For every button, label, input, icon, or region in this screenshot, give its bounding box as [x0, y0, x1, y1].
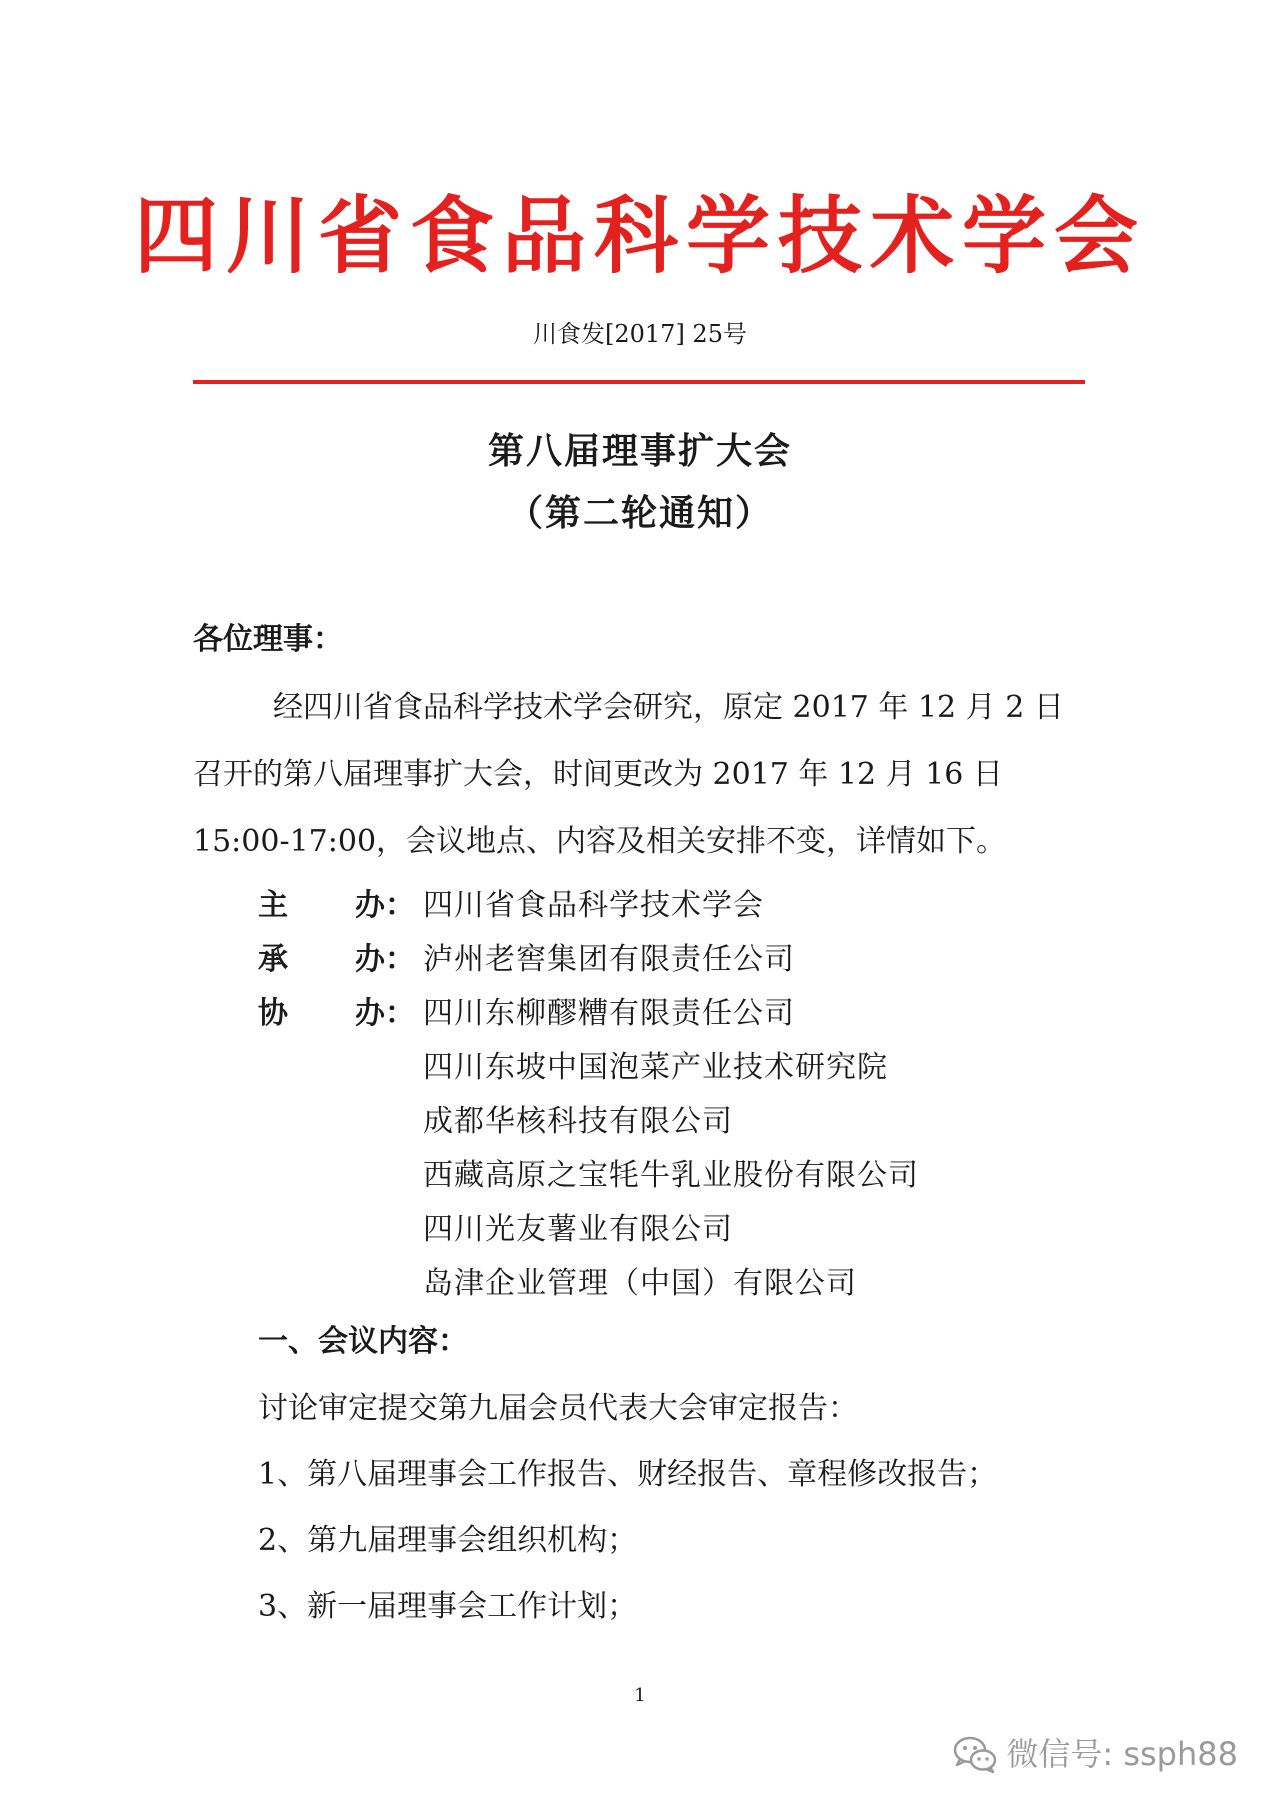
- header-divider: [193, 380, 1085, 384]
- undertaker-label-b: 办：: [355, 942, 415, 977]
- coorganizer-extra: 成都华核科技有限公司: [423, 1104, 733, 1139]
- coorganizer-label-a: 协: [258, 996, 288, 1031]
- coorganizer-extra: 岛津企业管理（中国）有限公司: [423, 1266, 857, 1301]
- notice-title: 第八届理事扩大会: [487, 430, 792, 472]
- document-number: 川食发[2017] 25号: [533, 320, 747, 348]
- coorganizer-extra: 西藏高原之宝牦牛乳业股份有限公司: [423, 1158, 919, 1193]
- list-item: 1、第八届理事会工作报告、财经报告、章程修改报告；: [258, 1457, 998, 1492]
- notice-subtitle: （第二轮通知）: [506, 492, 773, 534]
- list-item: 3、新一届理事会工作计划；: [258, 1589, 638, 1624]
- undertaker-label-a: 承: [258, 942, 288, 977]
- intro-line-3: 15:00-17:00，会议地点、内容及相关安排不变，详情如下。: [193, 824, 1007, 859]
- intro-line-2: 召开的第八届理事扩大会，时间更改为 2017 年 12 月 16 日: [193, 757, 1003, 792]
- host-value: 四川省食品科学技术学会: [423, 888, 764, 923]
- undertaker-value: 泸州老窖集团有限责任公司: [423, 942, 795, 977]
- intro-line-1: 经四川省食品科学技术学会研究，原定 2017 年 12 月 2 日: [273, 690, 1064, 725]
- salutation: 各位理事：: [193, 622, 343, 657]
- page-number: 1: [634, 1685, 646, 1706]
- section-heading: 一、会议内容：: [258, 1324, 468, 1359]
- coorganizer-label-b: 办：: [355, 996, 415, 1031]
- host-label-a: 主: [258, 888, 288, 923]
- watermark-text: 微信号: ssph88: [1006, 1735, 1238, 1773]
- list-item: 2、第九届理事会组织机构；: [258, 1523, 638, 1558]
- organization-title: 四川省食品科学技术学会: [133, 186, 1146, 285]
- wechat-icon: [952, 1734, 998, 1774]
- host-label-b: 办：: [355, 888, 415, 923]
- section-intro: 讨论审定提交第九届会员代表大会审定报告：: [258, 1391, 858, 1426]
- coorganizer-value: 四川东柳醪糟有限责任公司: [423, 996, 795, 1031]
- coorganizer-extra: 四川东坡中国泡菜产业技术研究院: [423, 1050, 888, 1085]
- wechat-watermark: [952, 1732, 1238, 1776]
- coorganizer-extra: 四川光友薯业有限公司: [423, 1212, 733, 1247]
